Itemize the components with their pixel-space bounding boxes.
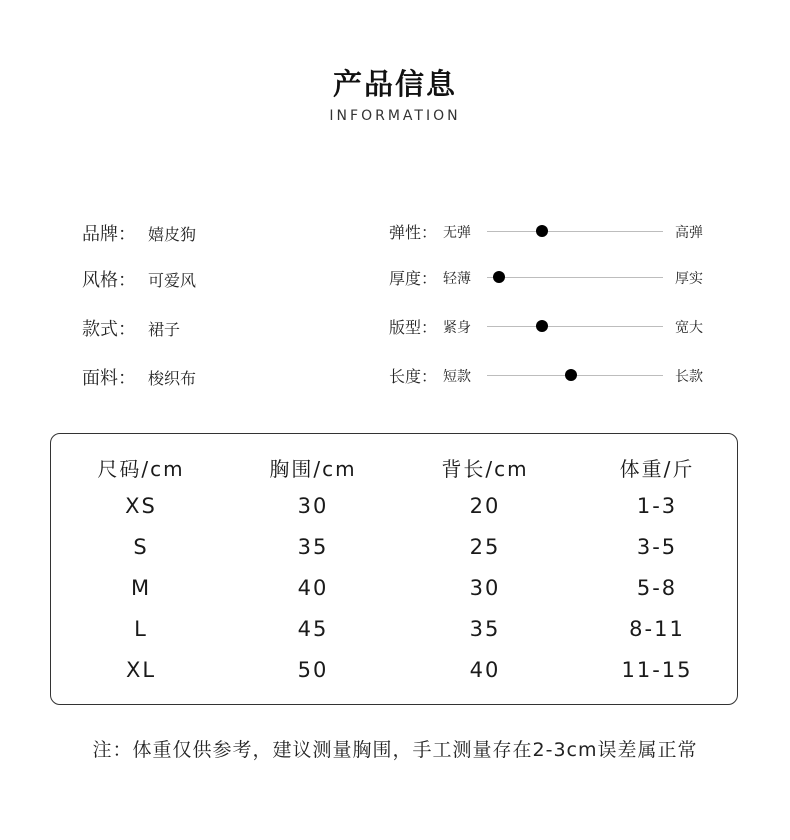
- info-key: 面料：: [82, 368, 136, 389]
- info-value: 嬉皮狗: [148, 225, 197, 244]
- scale-high-label: 厚实: [675, 271, 703, 287]
- table-cell: 40: [297, 576, 329, 600]
- table-cell: 30: [469, 576, 501, 600]
- size-table-header: [51, 449, 737, 485]
- table-cell: 25: [469, 535, 501, 559]
- info-value: 裙子: [148, 320, 181, 339]
- column-header: 尺码/cm: [97, 457, 185, 481]
- table-cell: XL: [125, 658, 157, 682]
- table-cell: 5-8: [636, 576, 678, 600]
- scale-high-label: 高弹: [675, 225, 703, 241]
- scale-label: 弹性：: [389, 223, 438, 242]
- table-row: [51, 613, 737, 649]
- scale-low-label: 轻薄: [443, 271, 471, 287]
- table-cell: 1-3: [636, 494, 678, 518]
- scale-track: [487, 326, 663, 327]
- scale-knob: [536, 225, 548, 237]
- size-table: [50, 433, 738, 705]
- table-cell: M: [130, 576, 152, 600]
- scale-label: 长度：: [389, 367, 438, 386]
- info-row-type: [0, 311, 790, 341]
- scale-knob: [536, 320, 548, 332]
- column-header: 体重/斤: [619, 457, 695, 481]
- table-row: [51, 572, 737, 608]
- scale-label: 厚度：: [389, 269, 438, 288]
- table-row: [51, 490, 737, 526]
- info-key: 风格：: [82, 270, 136, 291]
- table-cell: 8-11: [629, 617, 685, 641]
- info-value: 可爱风: [148, 271, 197, 290]
- table-cell: 11-15: [621, 658, 693, 682]
- table-cell: S: [133, 535, 149, 559]
- page-title: 产品信息: [332, 67, 457, 101]
- scale-low-label: 短款: [443, 369, 471, 385]
- info-row-style: [0, 262, 790, 292]
- table-cell: 45: [297, 617, 329, 641]
- scale-low-label: 无弹: [443, 225, 471, 241]
- page-subtitle: INFORMATION: [329, 108, 461, 124]
- scale-track: [487, 231, 663, 232]
- info-key: 品牌：: [82, 224, 136, 245]
- table-cell: 50: [297, 658, 329, 682]
- info-key: 款式：: [82, 319, 136, 340]
- table-cell: 35: [297, 535, 329, 559]
- table-cell: 35: [469, 617, 501, 641]
- table-cell: 30: [297, 494, 329, 518]
- info-value: 梭织布: [148, 369, 197, 388]
- table-row: [51, 531, 737, 567]
- table-cell: 20: [469, 494, 501, 518]
- column-header: 胸围/cm: [269, 457, 357, 481]
- info-row-brand: [0, 216, 790, 246]
- scale-high-label: 宽大: [675, 320, 703, 336]
- scale-knob: [565, 369, 577, 381]
- table-cell: XS: [125, 494, 157, 518]
- info-row-fabric: [0, 360, 790, 390]
- scale-label: 版型：: [389, 318, 438, 337]
- table-cell: 3-5: [636, 535, 678, 559]
- table-cell: 40: [469, 658, 501, 682]
- scale-knob: [493, 271, 505, 283]
- scale-low-label: 紧身: [443, 320, 471, 336]
- scale-track: [487, 277, 663, 278]
- column-header: 背长/cm: [441, 457, 529, 481]
- scale-high-label: 长款: [675, 369, 703, 385]
- table-row: [51, 654, 737, 690]
- footnote: 注：体重仅供参考，建议测量胸围，手工测量存在2-3cm误差属正常: [92, 739, 698, 761]
- table-cell: L: [134, 617, 148, 641]
